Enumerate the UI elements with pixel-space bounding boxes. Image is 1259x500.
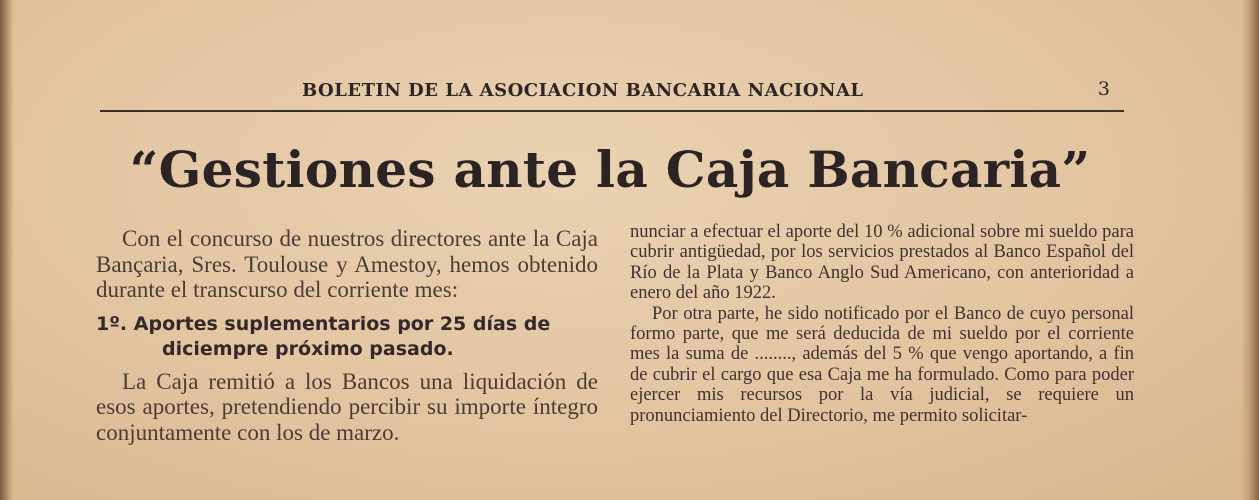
section-heading-line-2: diciempre próximo pasado. (162, 337, 454, 360)
page-edge-shadow (1241, 0, 1259, 500)
article-headline: “Gestiones ante la Caja Bancaria” (129, 140, 1091, 199)
second-paragraph: Por otra parte, he sido notificado por el Banco de cuyo personal formo parte, que me será deducida de mi sueldo por el corriente mes la suma de ........, además del 5 % que vengo aportando, a fin de cubrir el cargo que esa Caja me ha formulado. Como para poder ejercer mis recursos por la vía judicial, se requiere un pronunciamiento del Directorio, me permito solicitar- (630, 303, 1134, 426)
right-column (630, 222, 1134, 426)
page-number: 3 (1097, 78, 1110, 100)
page-binding-shadow (0, 0, 14, 500)
journal-title: BOLETIN DE LA ASOCIACION BANCARIA NACIONAL (302, 80, 864, 101)
header-rule (100, 110, 1124, 112)
left-column (96, 226, 598, 445)
body-paragraph: La Caja remitió a los Bancos una liquidación de esos aportes, pretendiendo percibir su importe íntegro conjuntamente con los de marzo. (96, 368, 598, 445)
section-heading (96, 312, 598, 362)
section-heading-line-1: 1º. Aportes suplementarios por 25 días de (96, 312, 551, 335)
continued-paragraph: nunciar a efectuar el aporte del 10 % adicional sobre mi sueldo para cubrir antigüedad, por los servicios prestados al Banco Español del Río de la Plata y Banco Anglo Sud Americano, con anterioridad a enero del año 1922. (630, 222, 1134, 304)
running-header (100, 78, 1120, 104)
intro-paragraph: Con el concurso de nuestros directores ante la Caja Bançaria, Sres. Toulouse y Amestoy, hemos obtenido durante el transcurso del corriente mes: (96, 226, 598, 302)
